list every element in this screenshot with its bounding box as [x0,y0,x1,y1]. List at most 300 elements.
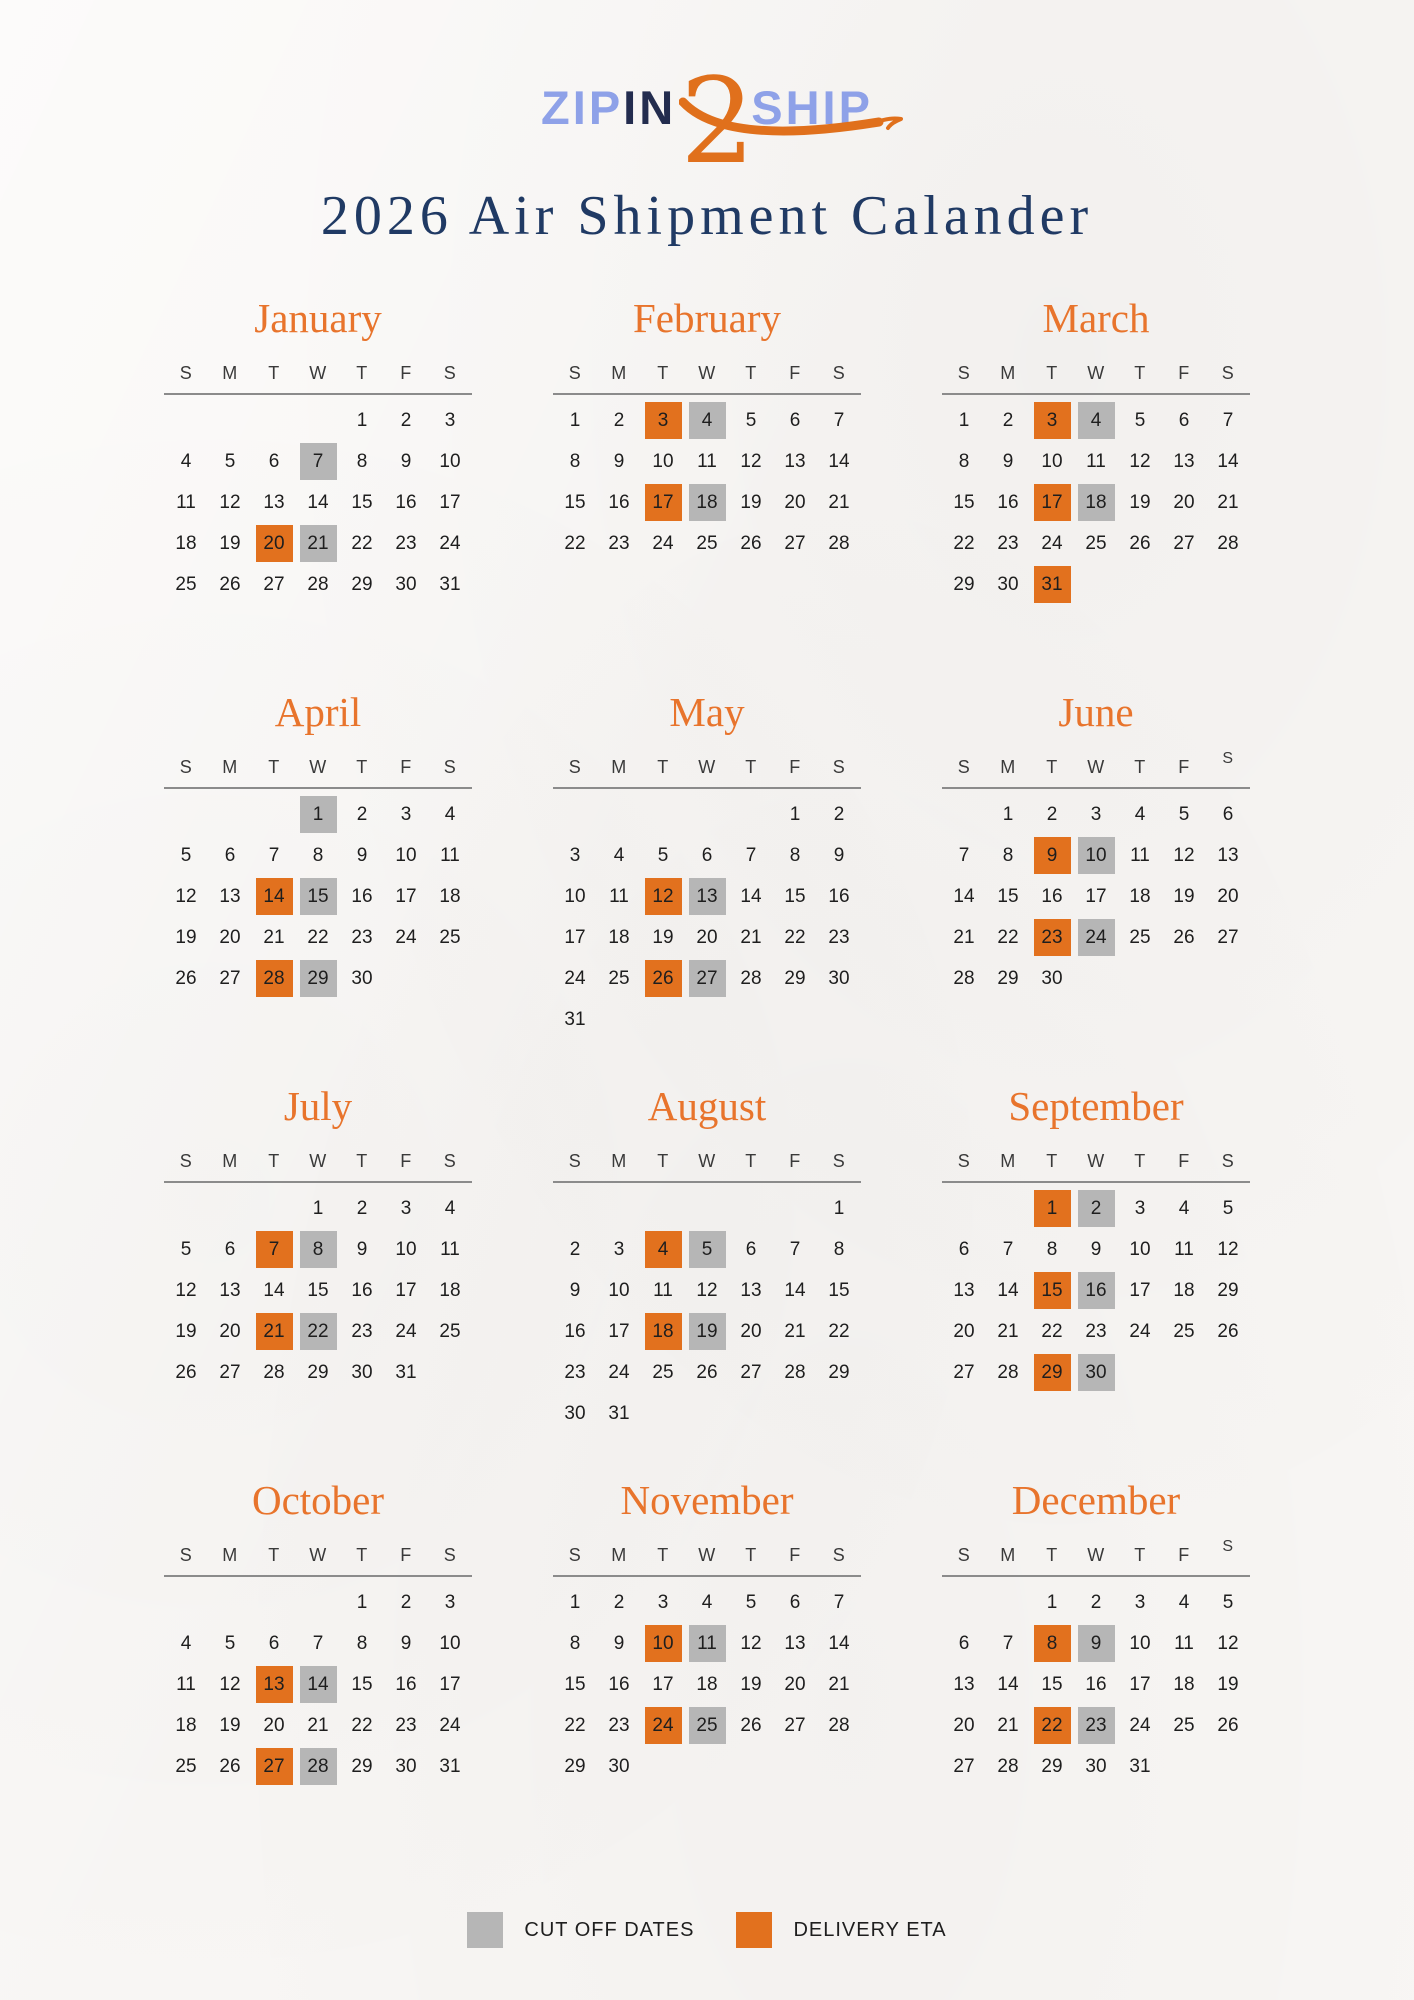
day-cell: 2 [833,803,845,825]
day-cell: 9 [613,1632,625,1654]
day-cell: 6 [745,1238,757,1260]
day-cell: 27 [740,1361,762,1383]
day-cell: 9 [1002,450,1014,472]
day-cell: 5 [1178,803,1190,825]
day-cell: 5 [1222,1591,1234,1613]
day-cell: 14 [828,450,850,472]
day-cell: 8 [356,1632,368,1654]
month [942,689,1250,1060]
day-cell: 15 [784,885,806,907]
empty-cell [773,1188,817,1229]
day-cell: 27 [784,1714,806,1736]
weekday-header: T [268,1151,280,1171]
day-cell: 26 [1217,1714,1239,1736]
month [164,295,472,666]
logo-text-in: IN [623,80,677,134]
weekday-header: F [1178,1545,1190,1565]
month-title: October [251,1477,385,1523]
empty-cell [208,1188,252,1229]
day-cell: 27 [219,967,241,989]
empty-cell [942,794,986,835]
day-cell: 1 [1002,803,1014,825]
day-cell: 9 [1090,1238,1102,1260]
month-title: June [1058,689,1134,735]
day-cell: 19 [740,1673,762,1695]
month-day-grid [553,1188,861,1434]
day-cell: 25 [1173,1320,1195,1342]
day-cell: 7 [252,1229,296,1270]
day-cell: 13 [784,450,806,472]
day-cell: 4 [701,1591,713,1613]
day-cell: 31 [564,1008,586,1030]
day-cell: 10 [1129,1632,1151,1654]
weekday-header: W [309,757,327,777]
day-cell: 5 [1134,409,1146,431]
day-cell: 8 [833,1238,845,1260]
day-cell: 15 [828,1279,850,1301]
day-cell: 31 [1030,564,1074,605]
weekday-header: S [957,1545,971,1565]
weekday-header: F [789,1545,801,1565]
day-cell: 7 [1002,1238,1014,1260]
day-cell: 6 [789,1591,801,1613]
weekday-header: S [443,1545,457,1565]
day-cell: 13 [219,885,241,907]
weekday-header: T [657,1545,669,1565]
weekday-header: T [268,757,280,777]
day-cell: 22 [564,532,586,554]
weekday-header: M [222,363,238,383]
day-cell: 3 [569,844,581,866]
day-cell: 29 [296,958,340,999]
day-cell: 21 [828,491,850,513]
day-cell: 1 [1030,1188,1074,1229]
day-cell: 17 [395,1279,417,1301]
day-cell: 9 [833,844,845,866]
day-cell: 20 [953,1714,975,1736]
weekday-header: T [657,363,669,383]
month [553,689,861,1060]
day-cell: 20 [953,1320,975,1342]
empty-cell [641,1188,685,1229]
day-cell: 18 [608,926,630,948]
weekday-header: W [698,1545,716,1565]
day-cell: 26 [1173,926,1195,948]
weekday-header: T [745,757,757,777]
day-cell: 12 [1217,1238,1239,1260]
day-cell: 22 [307,926,329,948]
weekday-header: S [957,363,971,383]
day-cell: 3 [641,400,685,441]
day-cell: 24 [395,926,417,948]
day-cell: 21 [784,1320,806,1342]
weekday-header: M [611,1545,627,1565]
day-cell: 29 [1217,1279,1239,1301]
day-cell: 16 [395,491,417,513]
weekday-header: F [400,1545,412,1565]
day-cell: 7 [789,1238,801,1260]
day-cell: 21 [997,1320,1019,1342]
day-cell: 23 [351,1320,373,1342]
day-cell: 24 [1129,1320,1151,1342]
day-cell: 16 [1085,1673,1107,1695]
day-cell: 13 [1217,844,1239,866]
day-cell: 22 [784,926,806,948]
day-cell: 2 [1090,1591,1102,1613]
day-cell: 21 [953,926,975,948]
day-cell: 19 [652,926,674,948]
day-cell: 12 [1217,1632,1239,1654]
weekday-header-row [553,1545,861,1577]
month-title: May [669,689,745,735]
weekday-header: S [832,363,846,383]
month-day-grid [553,400,861,564]
weekday-header: F [1178,363,1190,383]
day-cell: 17 [652,1673,674,1695]
day-cell: 18 [175,1714,197,1736]
day-cell: 29 [997,967,1019,989]
day-cell: 20 [219,926,241,948]
weekday-header: W [309,1151,327,1171]
weekday-header: S [179,363,193,383]
day-cell: 1 [356,1591,368,1613]
day-cell: 7 [1002,1632,1014,1654]
day-cell: 29 [351,573,373,595]
day-cell: 2 [1074,1188,1118,1229]
day-cell: 18 [641,1311,685,1352]
day-cell: 1 [789,803,801,825]
day-cell: 22 [296,1311,340,1352]
day-cell: 20 [740,1320,762,1342]
day-cell: 28 [1217,532,1239,554]
day-cell: 4 [1074,400,1118,441]
weekday-header-row [164,1151,472,1183]
day-cell: 3 [657,1591,669,1613]
weekday-header: T [745,363,757,383]
day-cell: 12 [175,885,197,907]
day-cell: 6 [958,1632,970,1654]
day-cell: 17 [439,1673,461,1695]
empty-cell [685,794,729,835]
weekday-header: T [1046,757,1058,777]
month [942,295,1250,666]
day-cell: 7 [1222,409,1234,431]
weekday-header-row [942,1538,1250,1577]
day-cell: 11 [1174,1632,1194,1654]
day-cell: 16 [1041,885,1063,907]
day-cell: 20 [219,1320,241,1342]
day-cell: 7 [296,441,340,482]
empty-cell [296,400,340,441]
weekday-header: M [1000,1545,1016,1565]
day-cell: 21 [997,1714,1019,1736]
day-cell: 14 [997,1279,1019,1301]
month-title: December [1011,1477,1181,1523]
day-cell: 29 [1030,1352,1074,1393]
day-cell: 2 [400,409,412,431]
day-cell: 22 [1041,1320,1063,1342]
day-cell: 6 [224,1238,236,1260]
day-cell: 5 [180,1238,192,1260]
weekday-header: W [698,757,716,777]
weekday-header: T [1134,363,1146,383]
day-cell: 5 [745,409,757,431]
day-cell: 3 [1134,1591,1146,1613]
day-cell: 5 [180,844,192,866]
day-cell: 21 [307,1714,329,1736]
month-title: July [283,1083,353,1129]
day-cell: 18 [1173,1279,1195,1301]
day-cell: 13 [685,876,729,917]
day-cell: 24 [1041,532,1063,554]
day-cell: 3 [1090,803,1102,825]
weekday-header: M [611,363,627,383]
day-cell: 5 [224,450,236,472]
month-day-grid [164,400,472,605]
day-cell: 24 [395,1320,417,1342]
weekday-header: W [1087,363,1105,383]
day-cell: 13 [263,491,285,513]
day-cell: 5 [685,1229,729,1270]
day-cell: 14 [263,1279,285,1301]
month-day-grid [164,1582,472,1787]
weekday-header: W [1087,1151,1105,1171]
day-cell: 28 [740,967,762,989]
day-cell: 27 [1173,532,1195,554]
day-cell: 24 [608,1361,630,1383]
day-cell: 1 [296,794,340,835]
empty-cell [164,1188,208,1229]
day-cell: 25 [1129,926,1151,948]
day-cell: 19 [219,532,241,554]
day-cell: 10 [1041,450,1063,472]
day-cell: 21 [296,523,340,564]
day-cell: 13 [252,1664,296,1705]
day-cell: 30 [997,573,1019,595]
day-cell: 14 [296,1664,340,1705]
weekday-header: W [309,1545,327,1565]
day-cell: 18 [439,1279,461,1301]
empty-cell [252,1582,296,1623]
day-cell: 28 [953,967,975,989]
month [553,1477,861,1848]
day-cell: 10 [395,1238,417,1260]
day-cell: 4 [1134,803,1146,825]
weekday-header: T [356,363,368,383]
empty-cell [729,1188,773,1229]
day-cell: 24 [1074,917,1118,958]
day-cell: 23 [608,1714,630,1736]
day-cell: 3 [613,1238,625,1260]
day-cell: 29 [351,1755,373,1777]
month-title: February [632,295,781,341]
day-cell: 3 [444,1591,456,1613]
day-cell: 15 [997,885,1019,907]
day-cell: 30 [1041,967,1063,989]
weekday-header: F [1178,1151,1190,1171]
weekday-header: S [179,1545,193,1565]
day-cell: 29 [828,1361,850,1383]
day-cell: 27 [953,1755,975,1777]
day-cell: 4 [180,450,192,472]
day-cell: 18 [175,532,197,554]
zipin2ship-logo: ZIP IN 2 SHIP [0,0,1414,168]
day-cell: 12 [1129,450,1151,472]
day-cell: 19 [175,1320,197,1342]
weekday-header-row [553,363,861,395]
day-cell: 14 [740,885,762,907]
day-cell: 3 [400,803,412,825]
weekday-header: S [568,363,582,383]
day-cell: 13 [740,1279,762,1301]
day-cell: 7 [268,844,280,866]
day-cell: 29 [1041,1755,1063,1777]
day-cell: 19 [685,1311,729,1352]
legend-label-cutoff: CUT OFF DATES [524,1918,695,1941]
day-cell: 8 [1046,1238,1058,1260]
empty-cell [597,1188,641,1229]
day-cell: 19 [740,491,762,513]
day-cell: 2 [613,409,625,431]
day-cell: 17 [564,926,586,948]
day-cell: 10 [564,885,586,907]
day-cell: 18 [439,885,461,907]
empty-cell [164,400,208,441]
day-cell: 15 [564,1673,586,1695]
cutoff-swatch-icon [467,1912,503,1948]
month-day-grid [553,1582,861,1787]
day-cell: 21 [1217,491,1239,513]
day-cell: 11 [176,491,196,513]
day-cell: 17 [641,482,685,523]
month-day-grid [942,794,1250,999]
day-cell: 6 [789,409,801,431]
day-cell: 9 [400,450,412,472]
day-cell: 1 [569,409,581,431]
day-cell: 30 [351,1361,373,1383]
day-cell: 16 [351,885,373,907]
day-cell: 23 [395,532,417,554]
day-cell: 2 [569,1238,581,1260]
day-cell: 29 [784,967,806,989]
weekday-header: T [745,1545,757,1565]
day-cell: 23 [1030,917,1074,958]
day-cell: 2 [356,803,368,825]
weekday-header: T [268,1545,280,1565]
weekday-header: M [611,1151,627,1171]
day-cell: 22 [564,1714,586,1736]
day-cell: 10 [608,1279,630,1301]
weekday-header: S [179,1151,193,1171]
day-cell: 4 [1178,1591,1190,1613]
day-cell: 7 [833,1591,845,1613]
day-cell: 5 [657,844,669,866]
empty-cell [942,1188,986,1229]
weekday-header: M [222,1545,238,1565]
month [942,1477,1250,1848]
day-cell: 7 [745,844,757,866]
weekday-header: W [698,1151,716,1171]
day-cell: 18 [696,1673,718,1695]
empty-cell [208,1582,252,1623]
day-cell: 15 [296,876,340,917]
day-cell: 10 [641,1623,685,1664]
day-cell: 17 [1129,1279,1151,1301]
day-cell: 25 [1173,1714,1195,1736]
day-cell: 31 [395,1361,417,1383]
day-cell: 14 [784,1279,806,1301]
day-cell: 30 [395,1755,417,1777]
weekday-header: S [568,1151,582,1171]
weekday-header: T [356,757,368,777]
day-cell: 14 [252,876,296,917]
day-cell: 31 [1129,1755,1151,1777]
day-cell: 27 [953,1361,975,1383]
weekday-header-row [553,1151,861,1183]
day-cell: 23 [395,1714,417,1736]
weekday-header: S [568,1545,582,1565]
weekday-header: S [832,1151,846,1171]
day-cell: 1 [356,409,368,431]
weekday-header: T [657,757,669,777]
weekday-header: S [957,1151,971,1171]
months-grid [0,295,1414,1848]
day-cell: 3 [1030,400,1074,441]
day-cell: 4 [641,1229,685,1270]
weekday-header: S [1221,1151,1235,1171]
day-cell: 4 [685,400,729,441]
day-cell: 26 [175,1361,197,1383]
day-cell: 11 [609,885,629,907]
day-cell: 31 [439,1755,461,1777]
empty-cell [553,794,597,835]
day-cell: 6 [1178,409,1190,431]
weekday-header: S [443,757,457,777]
day-cell: 20 [784,491,806,513]
day-cell: 15 [351,1673,373,1695]
empty-cell [252,794,296,835]
weekday-header: S [443,1151,457,1171]
day-cell: 17 [1085,885,1107,907]
month [553,295,861,666]
day-cell: 8 [1002,844,1014,866]
month [553,1083,861,1454]
day-cell: 6 [224,844,236,866]
legend [0,1912,1414,1948]
day-cell: 26 [1129,532,1151,554]
weekday-header: W [1087,757,1105,777]
day-cell: 27 [784,532,806,554]
day-cell: 5 [745,1591,757,1613]
weekday-header-row [164,363,472,395]
day-cell: 18 [1129,885,1151,907]
day-cell: 19 [175,926,197,948]
day-cell: 27 [263,573,285,595]
day-cell: 13 [784,1632,806,1654]
month-day-grid [942,1188,1250,1393]
day-cell: 14 [997,1673,1019,1695]
weekday-header-row [164,757,472,789]
day-cell: 4 [444,803,456,825]
day-cell: 23 [1085,1320,1107,1342]
day-cell: 14 [953,885,975,907]
weekday-header: T [1046,363,1058,383]
weekday-header: F [789,1151,801,1171]
day-cell: 11 [176,1673,196,1695]
day-cell: 11 [440,844,460,866]
day-cell: 9 [613,450,625,472]
day-cell: 15 [307,1279,329,1301]
